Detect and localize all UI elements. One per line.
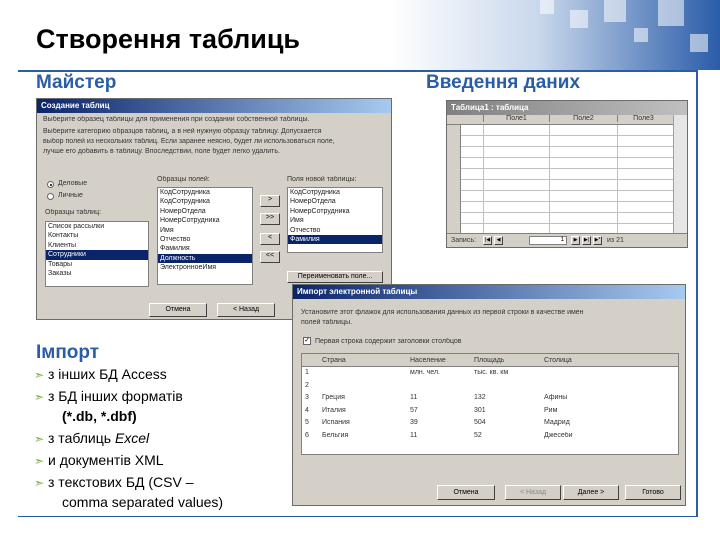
cell-capital: Джесеби bbox=[544, 431, 573, 439]
cell-area: 504 bbox=[474, 419, 486, 426]
import-back-button[interactable]: < Назад bbox=[505, 485, 561, 500]
cell-country: Италия bbox=[322, 406, 346, 414]
last-record-button[interactable]: ▶| bbox=[583, 237, 590, 243]
list-item[interactable]: Имя bbox=[160, 226, 174, 234]
bullet-item bbox=[34, 430, 149, 446]
bullet-arrow-icon: ➣ bbox=[34, 368, 45, 382]
import-preview-grid[interactable] bbox=[301, 353, 679, 455]
cell-capital: Афины bbox=[544, 394, 568, 401]
row-number: 4 bbox=[305, 406, 309, 414]
record-navigation-bar bbox=[447, 233, 687, 247]
bullet-text: з БД інших форматів bbox=[48, 388, 183, 404]
datasheet-window bbox=[446, 100, 688, 248]
sample-fields-list[interactable] bbox=[157, 187, 253, 285]
cell-area: 132 bbox=[474, 394, 486, 401]
column-header[interactable]: Страна bbox=[322, 357, 346, 364]
list-item[interactable]: Заказы bbox=[48, 269, 72, 277]
deco-square bbox=[540, 0, 554, 14]
cell-country: Испания bbox=[322, 419, 350, 426]
list-item[interactable]: НомерОтдела bbox=[290, 198, 336, 206]
import-next-button[interactable]: Далее > bbox=[563, 485, 619, 500]
list-item[interactable]: КодСотрудника bbox=[290, 189, 340, 196]
cell-population: 39 bbox=[410, 419, 418, 426]
column-header[interactable]: Поле3 bbox=[617, 115, 669, 122]
list-item-selected[interactable]: Фамилия bbox=[288, 235, 382, 244]
new-fields-label: Поля новой таблицы: bbox=[287, 176, 357, 183]
row-number: 5 bbox=[305, 419, 309, 426]
list-item[interactable]: Клиенты bbox=[48, 241, 77, 249]
list-item[interactable]: Имя bbox=[290, 217, 304, 225]
list-item[interactable]: Контакты bbox=[48, 232, 79, 240]
list-item[interactable]: НомерСотрудника bbox=[160, 217, 220, 225]
list-item[interactable]: НомерСотрудника bbox=[290, 207, 350, 215]
list-item[interactable]: Список рассылки bbox=[48, 223, 105, 230]
header-gradient bbox=[390, 0, 720, 70]
cell-capital: Рим bbox=[544, 406, 558, 414]
bullet-text: з текстових БД (CSV – bbox=[48, 474, 194, 490]
cell-area: 301 bbox=[474, 406, 486, 414]
bullet-continuation: (*.db, *.dbf) bbox=[62, 408, 137, 424]
table-row bbox=[302, 405, 678, 418]
row-number: 3 bbox=[305, 394, 309, 401]
bullet-arrow-icon: ➣ bbox=[34, 432, 45, 446]
header-row-checkbox[interactable]: ✓ bbox=[304, 337, 310, 344]
row-number: 6 bbox=[305, 431, 309, 439]
grid-line bbox=[617, 125, 618, 233]
sample-fields-label: Образцы полей: bbox=[157, 176, 210, 183]
prev-record-button[interactable]: ◀ bbox=[494, 236, 503, 245]
cell-population: млн. чел. bbox=[410, 369, 440, 376]
bullet-arrow-icon: ➣ bbox=[34, 476, 45, 490]
table-row bbox=[302, 367, 678, 380]
cell-country: Бельгия bbox=[322, 431, 349, 439]
bullet-text: з інших БД Access bbox=[48, 366, 167, 382]
wizard-title-bar[interactable]: Создание таблиц bbox=[37, 99, 391, 113]
list-item[interactable]: Товары bbox=[48, 260, 73, 268]
record-number-input[interactable]: 1 bbox=[529, 236, 567, 245]
list-item[interactable]: Отчество bbox=[160, 235, 191, 243]
cell-area: тыс. кв. км bbox=[474, 369, 509, 376]
preview-rows bbox=[302, 367, 678, 442]
new-fields-list[interactable] bbox=[287, 187, 383, 253]
row-number: 1 bbox=[305, 369, 309, 376]
import-desc-line: полей таблицы. bbox=[301, 319, 353, 326]
bullet-item bbox=[34, 474, 194, 490]
datasheet-grid[interactable] bbox=[461, 125, 673, 233]
title-underline bbox=[18, 70, 698, 72]
grid-line bbox=[549, 125, 550, 233]
section-import: Імпорт bbox=[36, 342, 100, 363]
cell-population: 57 bbox=[410, 406, 418, 414]
cell-area: 52 bbox=[474, 431, 482, 439]
first-record-button[interactable]: |◀ bbox=[484, 237, 491, 243]
wizard-desc-line: выбор полей из нескольких таблиц. Если заранее неясно, будет ли использоваться поле, bbox=[43, 138, 335, 145]
bullet-text-emphasis: Excel bbox=[114, 430, 150, 446]
new-record-button[interactable]: ▶* bbox=[594, 237, 601, 243]
column-header[interactable]: Площадь bbox=[474, 357, 505, 364]
row-number: 2 bbox=[305, 381, 309, 389]
cell-country: Греция bbox=[322, 394, 345, 401]
list-item[interactable]: ЭлектронноеИмя bbox=[160, 264, 217, 272]
column-header[interactable]: Поле1 bbox=[483, 115, 549, 122]
table-row bbox=[302, 392, 678, 405]
bullet-item bbox=[34, 452, 164, 468]
list-item[interactable]: Отчество bbox=[290, 226, 321, 234]
list-item[interactable]: Фамилия bbox=[160, 245, 190, 253]
deco-square bbox=[570, 10, 588, 28]
bullet-item bbox=[34, 366, 167, 382]
grid-line bbox=[483, 125, 484, 233]
section-wizard: Майстер bbox=[36, 72, 117, 93]
record-count: из 21 bbox=[607, 237, 624, 244]
radio-business[interactable] bbox=[47, 181, 54, 188]
import-desc-line: Установите этот флажок для использования данных из первой строки в качестве имен bbox=[301, 309, 584, 316]
table-row bbox=[302, 417, 678, 430]
samples-label: Образцы таблиц: bbox=[45, 209, 102, 216]
wizard-desc-line: лучше его добавить в таблицу. Впоследствии, поле будет легко удалить. bbox=[43, 148, 280, 155]
bullet-text: з таблиць bbox=[48, 430, 115, 446]
record-nav-label: Запись: bbox=[451, 237, 476, 244]
cell-capital: Мадрид bbox=[544, 419, 570, 426]
remove-field-button[interactable]: < bbox=[260, 233, 280, 245]
header-row-checkbox-label: Первая строка содержит заголовки столбцов bbox=[315, 338, 462, 345]
list-item[interactable]: КодСотрудника bbox=[160, 198, 210, 206]
wizard-desc-line: Выберите образец таблицы для применения при создании собственной таблицы. bbox=[43, 116, 310, 123]
section-data-entry: Введення даних bbox=[426, 72, 581, 93]
bullet-arrow-icon: ➣ bbox=[34, 454, 45, 468]
list-item-selected[interactable]: Должность bbox=[158, 254, 252, 263]
column-header[interactable]: Столица bbox=[544, 357, 572, 364]
vertical-scrollbar[interactable] bbox=[673, 115, 687, 233]
radio-personal[interactable] bbox=[47, 193, 54, 200]
bullet-arrow-icon: ➣ bbox=[34, 390, 45, 404]
deco-square bbox=[658, 0, 684, 26]
datasheet-header-row bbox=[447, 115, 687, 125]
deco-square bbox=[634, 28, 648, 42]
table-row bbox=[302, 430, 678, 443]
list-item[interactable]: КодСотрудника bbox=[160, 189, 210, 196]
remove-all-fields-button[interactable]: << bbox=[260, 251, 280, 263]
column-header[interactable]: Население bbox=[410, 357, 446, 364]
record-selector-column[interactable] bbox=[447, 125, 461, 233]
column-header[interactable]: Поле2 bbox=[549, 115, 617, 122]
list-item[interactable]: НомерОтдела bbox=[160, 207, 206, 215]
bullet-text: и документів XML bbox=[48, 452, 164, 468]
import-cancel-button[interactable]: Отмена bbox=[437, 485, 495, 500]
wizard-back-button[interactable]: < Назад bbox=[217, 303, 275, 317]
next-record-button[interactable]: ▶ bbox=[571, 236, 580, 245]
cell-population: 11 bbox=[410, 431, 418, 439]
deco-square bbox=[690, 34, 708, 52]
table-row bbox=[302, 380, 678, 393]
right-border bbox=[696, 72, 698, 517]
list-item-selected[interactable]: Сотрудники bbox=[46, 250, 148, 259]
add-field-button[interactable]: > bbox=[260, 195, 280, 207]
preview-header bbox=[302, 354, 678, 367]
sample-tables-list[interactable] bbox=[45, 221, 149, 287]
import-spreadsheet-window bbox=[292, 284, 686, 506]
bottom-border bbox=[18, 516, 698, 517]
cell-population: 11 bbox=[410, 394, 418, 401]
slide-title: Створення таблиць bbox=[36, 24, 301, 54]
bullet-item bbox=[34, 388, 183, 404]
rename-field-button[interactable]: Переименовать поле... bbox=[287, 271, 383, 283]
wizard-desc-line: Выберите категорию образцов таблиц, а в ней нужную образцу таблицу. Допускается bbox=[43, 128, 322, 135]
add-all-fields-button[interactable]: >> bbox=[260, 213, 280, 225]
wizard-cancel-button[interactable]: Отмена bbox=[149, 303, 207, 317]
radio-personal-label: Личные bbox=[58, 192, 83, 199]
import-title-bar[interactable]: Импорт электронной таблицы bbox=[293, 285, 685, 299]
datasheet-title-bar[interactable]: Таблица1 : таблица bbox=[447, 101, 687, 115]
bullet-continuation: comma separated values) bbox=[62, 494, 224, 510]
deco-square bbox=[604, 0, 626, 22]
import-finish-button[interactable]: Готово bbox=[625, 485, 681, 500]
radio-business-label: Деловые bbox=[58, 180, 88, 187]
